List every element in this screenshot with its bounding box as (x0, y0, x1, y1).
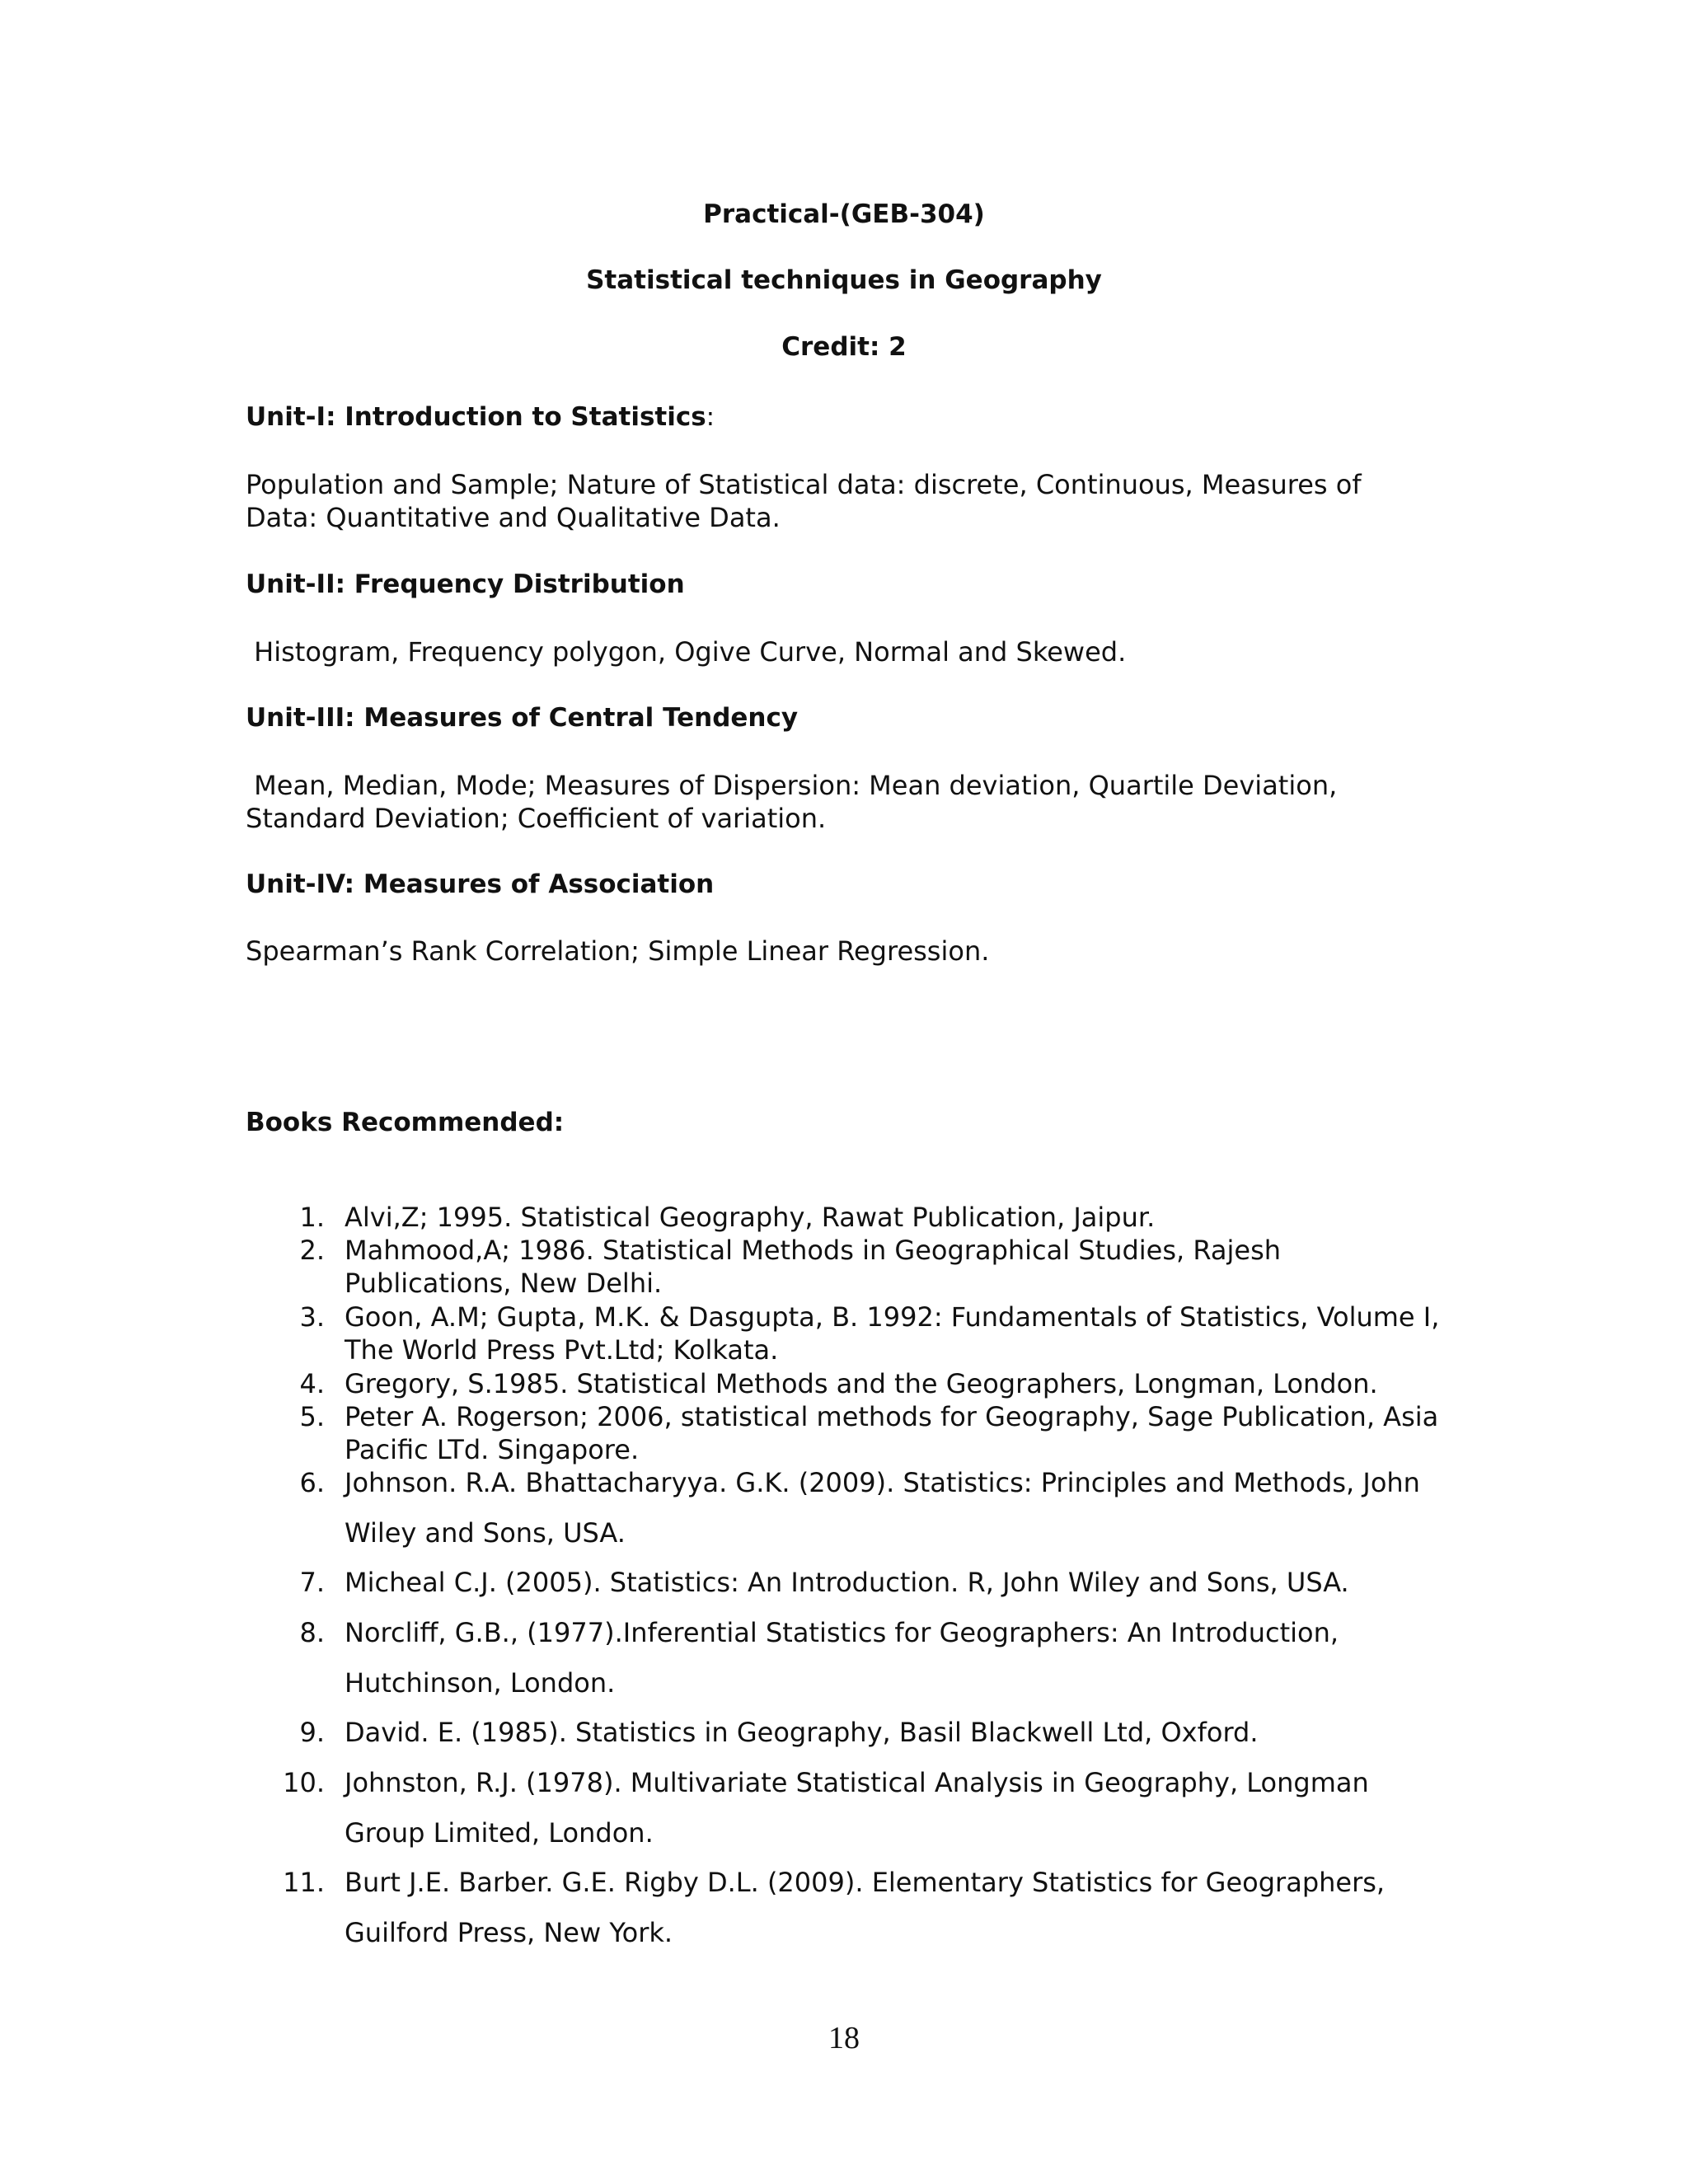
unit-3-text: Mean, Median, Mode; Measures of Dispersion: Mean deviation, Quartile Deviation, Standard Deviation; Coefficient of variation. (246, 770, 1346, 834)
unit-1-heading-label: Unit-I: Introduction to Statistics (246, 402, 706, 432)
book-text: David. E. (1985). Statistics in Geography, Basil Blackwell Ltd, Oxford. (345, 1717, 1259, 1748)
book-text: Johnson. R.A. Bhattacharyya. G.K. (2009). Statistics: Principles and Methods, John Wiley and Sons, USA. (345, 1467, 1420, 1549)
book-text: Mahmood,A; 1986. Statistical Methods in Geographical Studies, Rajesh Publications, New Delhi. (345, 1235, 1282, 1299)
page-number: 18 (828, 2021, 860, 2055)
book-text: Goon, A.M; Gupta, M.K. & Dasgupta, B. 1992: Fundamentals of Statistics, Volume I, The World Press Pvt.Ltd; Kolkata. (345, 1301, 1440, 1366)
book-number: 7. (299, 1567, 325, 1598)
book-text: Burt J.E. Barber. G.E. Rigby D.L. (2009). Elementary Statistics for Geographers, Guilford Press, New York. (345, 1867, 1386, 1948)
unit-3-heading: Unit-III: Measures of Central Tendency (246, 703, 799, 733)
book-text: Johnston, R.J. (1978). Multivariate Statistical Analysis in Geography, Longman Group Limited, London. (345, 1767, 1369, 1849)
unit-1-text: Population and Sample; Nature of Statistical data: discrete, Continuous, Measures of Data: Quantitative and Qualitative Data. (246, 469, 1362, 533)
book-text: Alvi,Z; 1995. Statistical Geography, Rawat Publication, Jaipur. (345, 1202, 1156, 1233)
book-number: 10. (283, 1767, 325, 1798)
book-number: 5. (299, 1401, 325, 1432)
books-recommended-heading: Books Recommended: (246, 1108, 565, 1137)
book-text: Norcliff, G.B., (1977).Inferential Statistics for Geographers: An Introduction, Hutchinson, London. (345, 1617, 1339, 1699)
book-text: Peter A. Rogerson; 2006, statistical methods for Geography, Sage Publication, Asia Pacific LTd. Singapore. (345, 1401, 1439, 1465)
book-number: 6. (299, 1467, 325, 1498)
unit-1-heading (246, 401, 715, 434)
book-number: 8. (299, 1617, 325, 1648)
book-number: 2. (299, 1235, 325, 1266)
unit-4-heading: Unit-IV: Measures of Association (246, 869, 715, 899)
book-text: Micheal C.J. (2005). Statistics: An Introduction. R, John Wiley and Sons, USA. (345, 1567, 1349, 1598)
course-title-heading: Statistical techniques in Geography (586, 265, 1102, 295)
unit-4-text: Spearman’s Rank Correlation; Simple Linear Regression. (246, 935, 990, 967)
book-number: 4. (299, 1368, 325, 1399)
unit-1-heading-colon: : (706, 402, 715, 432)
book-number: 1. (299, 1202, 325, 1233)
book-text: Gregory, S.1985. Statistical Methods and the Geographers, Longman, London. (345, 1368, 1378, 1399)
unit-2-text: Histogram, Frequency polygon, Ogive Curve, Normal and Skewed. (246, 636, 1127, 668)
course-code-heading: Practical-(GEB-304) (703, 199, 985, 229)
book-number: 9. (299, 1717, 325, 1748)
book-number: 3. (299, 1301, 325, 1333)
book-number: 11. (283, 1867, 325, 1898)
credit-heading: Credit: 2 (781, 332, 907, 362)
unit-2-heading: Unit-II: Frequency Distribution (246, 569, 685, 599)
